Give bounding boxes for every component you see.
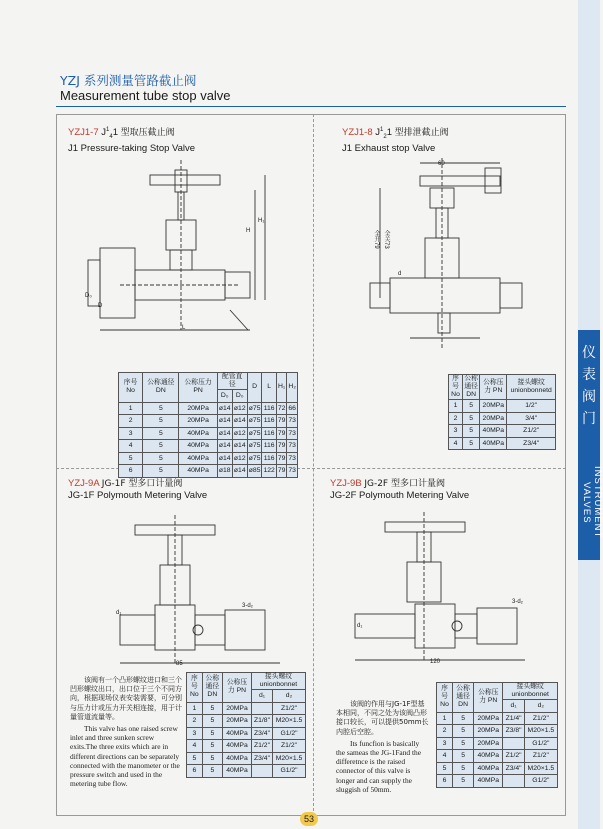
q3-th-d2: d₂ [273,690,306,703]
table-cell: 2 [119,415,143,428]
table-cell: 79 [276,465,287,478]
table-row [119,452,298,465]
table-cell: 5 [143,440,179,453]
side-tab-en: INSTRUMENT VALVES [581,466,603,539]
table-cell: 5 [143,465,179,478]
table-row [119,465,298,478]
table-cell: 20MPa [179,415,217,428]
table-cell: M20×1.5 [524,762,557,775]
side-tab-cn-1: 仪 [582,345,596,361]
table-cell: 5 [463,437,480,450]
table-cell: 79 [276,452,287,465]
table-cell: 40MPa [223,765,252,778]
table-cell: 5 [187,752,203,765]
table-cell: 3 [449,425,463,438]
table-cell: 20MPa [474,737,503,750]
table-cell: 1 [437,712,453,725]
table-cell: M20×1.5 [273,752,306,765]
q3-dim-d1: d₁ [116,610,122,616]
table-cell: 5 [119,452,143,465]
q3-dim-3d2: 3-d₂ [242,603,254,609]
table-cell: 5 [453,750,474,763]
table-row [449,425,556,438]
table-cell: 4 [437,750,453,763]
q2-th-pn: 公称压力 PN [480,375,507,400]
table-cell: ø18 [217,465,232,478]
q2-th-thread: 接头螺纹 unionbonnetd [507,375,556,400]
table-cell: 40MPa [474,775,503,788]
q4-th-thread: 接头螺纹 unionbonnet [503,683,558,700]
q3-spec-table [186,672,306,778]
table-cell: Z1/4" [503,712,524,725]
table-cell: 79 [276,440,287,453]
table-row [437,737,558,750]
table-cell: 40MPa [179,440,217,453]
table-cell: 40MPa [474,762,503,775]
q2-valve-drawing [350,158,550,348]
section-side-tab [578,330,603,560]
table-cell [503,737,524,750]
q4-spec-table [436,682,558,788]
table-cell: 6 [437,775,453,788]
table-cell: M20×1.5 [273,715,306,728]
q1-th-h2: H₂ [287,373,298,403]
table-cell: ø85 [247,465,262,478]
q1-th-d0a: D₀ [217,390,232,403]
table-cell: 122 [262,465,276,478]
table-cell: ø14 [232,440,247,453]
q1-spec-table [118,372,298,478]
table-cell: Z3/4" [251,752,272,765]
table-cell: 2 [187,715,203,728]
q3-dim-85: 85 [176,661,183,667]
table-cell: 73 [287,440,298,453]
table-row [187,765,306,778]
table-cell [503,775,524,788]
table-cell: ø75 [247,440,262,453]
table-cell: 1/2" [507,400,556,413]
table-cell [251,702,272,715]
q4-desc-cn: 该阀的作用与JG-1F型基本相同，不同之处为该阀凸形接口较长，可以提供50mm长内腔后空腔。 [336,700,429,736]
table-cell: Z1/2" [273,702,306,715]
header-rule [56,106,566,107]
q1-dim-d: D [98,303,103,309]
table-cell: 66 [287,402,298,415]
q1-th-l: L [262,373,276,403]
q2-dim-open: 全开79 [373,230,379,249]
table-cell: 40MPa [179,465,217,478]
table-cell: Z1/2" [524,712,557,725]
table-cell: 2 [449,412,463,425]
table-cell: ø75 [247,415,262,428]
table-cell: Z1/2" [524,750,557,763]
table-cell: 5 [202,715,222,728]
table-cell: 5 [437,762,453,775]
table-row [187,727,306,740]
q4-dim-120: 120 [430,659,441,665]
q1-th-d0b: D₀ [232,390,247,403]
table-row [449,437,556,450]
table-row [119,427,298,440]
table-cell: 20MPa [474,712,503,725]
q4-th-no: 序号 No [437,683,453,713]
vertical-divider [313,114,314,816]
table-row [437,750,558,763]
table-cell: 40MPa [223,752,252,765]
table-cell: 5 [463,400,480,413]
table-cell: Z1/2" [503,750,524,763]
table-cell: 4 [119,440,143,453]
table-cell: 6 [187,765,203,778]
table-cell: 79 [276,415,287,428]
q1-th-no: 序号 No [119,373,143,403]
table-row [187,715,306,728]
table-cell: 5 [453,762,474,775]
table-cell: Z3/4" [503,762,524,775]
table-cell: ø14 [217,427,232,440]
table-cell: ø75 [247,402,262,415]
table-row [437,712,558,725]
q1-dim-l: L [182,325,186,331]
table-cell: 5 [202,727,222,740]
q2-dim-d: d [398,271,402,277]
table-cell: 1 [187,702,203,715]
table-row [437,725,558,738]
q3-description [70,676,182,788]
q1-th-h1: H₁ [276,373,287,403]
table-cell: 4 [449,437,463,450]
table-cell: 40MPa [223,740,252,753]
table-cell: 3/4" [507,412,556,425]
q4-title: YZJ-9B JG-2F 型多口计量阀 JG-2F Polymouth Metering Valve [330,478,470,501]
table-cell: 1 [449,400,463,413]
q2-th-dn: 公称通径 DN [464,375,478,398]
table-cell: ø14 [217,440,232,453]
q4-valve-drawing [345,512,545,662]
table-cell: ø14 [217,452,232,465]
table-cell: 116 [262,440,276,453]
table-row [437,762,558,775]
page-number: 53 [300,812,318,826]
table-cell: 5 [453,725,474,738]
q1-dim-d0: D₀ [85,293,92,299]
table-cell: ø12 [232,452,247,465]
table-cell: 5 [463,412,480,425]
q3-desc-cn: 该阀有一个凸形螺纹进口和三个凹形螺纹出口，出口位于三个不同方向，根据现场仪表安装需要，可分别与压力计或压力开关相连接，用于计量管道流量等。 [70,676,182,721]
table-cell: 40MPa [480,437,507,450]
table-cell: 116 [262,415,276,428]
table-cell: 5 [202,702,222,715]
table-cell: 5 [143,452,179,465]
table-cell: 73 [287,415,298,428]
table-row [187,740,306,753]
side-tab-cn-2: 表 [582,367,596,383]
table-cell: 40MPa [474,750,503,763]
table-cell: 5 [453,737,474,750]
table-row [449,400,556,413]
table-cell: 5 [453,775,474,788]
q3-title: YZJ-9A JG-1F 型多口计量阀 JG-1F Polymouth Metering Valve [68,478,208,501]
table-cell: 73 [287,452,298,465]
table-cell: 40MPa [223,727,252,740]
q1-th-pipe: 配管直径 [217,373,247,390]
table-cell: G1/2" [524,737,557,750]
table-cell: 5 [143,402,179,415]
table-cell: ø14 [232,465,247,478]
q1-valve-drawing [80,160,300,360]
table-cell: 20MPa [480,400,507,413]
q1-dim-h1: H₁ [258,218,265,224]
table-cell: 3 [119,427,143,440]
table-cell: 40MPa [179,452,217,465]
table-cell: 5 [143,427,179,440]
table-cell: 2 [437,725,453,738]
table-row [187,752,306,765]
table-cell: 5 [202,765,222,778]
table-cell: ø14 [232,415,247,428]
table-cell: Z1/2" [273,740,306,753]
table-cell: G1/2" [273,727,306,740]
table-cell: 3 [187,727,203,740]
table-cell: 116 [262,452,276,465]
q4-dim-3d2: 3-d₂ [512,599,524,605]
q1-th-dn: 公称通径 DN [143,373,179,403]
table-cell: 73 [287,427,298,440]
table-cell: 20MPa [223,715,252,728]
table-cell: G1/2" [273,765,306,778]
table-cell: 1 [119,402,143,415]
q1-dim-h: H [246,228,251,234]
table-cell: ø75 [247,452,262,465]
table-cell: ø12 [232,427,247,440]
q3-th-thread: 接头螺纹 unionbonnet [251,673,305,690]
q3-th-no: 序号 No [187,673,203,703]
table-cell: 116 [262,427,276,440]
table-cell: 4 [187,740,203,753]
table-cell: 5 [202,752,222,765]
q3-th-dn: 公称通径 DN [202,673,222,703]
table-cell: Z1/2" [507,425,556,438]
table-cell: 73 [287,465,298,478]
q4-th-pn: 公称压力 PN [474,683,503,713]
q3-th-d1: d₁ [251,690,272,703]
table-cell: ø14 [217,415,232,428]
q4-th-d2: d₂ [524,700,557,713]
table-cell: M20×1.5 [524,725,557,738]
side-tab-cn-4: 门 [582,411,596,427]
table-row [119,415,298,428]
table-row [449,412,556,425]
table-cell: 40MPa [179,427,217,440]
table-cell: 40MPa [480,425,507,438]
table-cell: 5 [453,712,474,725]
table-cell: ø12 [232,402,247,415]
table-cell: 79 [276,427,287,440]
table-row [119,402,298,415]
table-cell: G1/2" [524,775,557,788]
q4-description [336,700,430,794]
table-cell: Z3/4" [251,727,272,740]
q4-desc-en: Its funcfion is basically the sameas the JG-1Fand the differetnce is the raised connector of this valve is longer and can supply the sluggish of 50mm. [336,738,421,794]
q1-th-pn: 公称压力 PN [179,373,217,403]
q3-desc-en: This valve has one raised screw inlet and three sunken screw exits.The three exits which are in different directions can be separately connected with the manometer or the pressure switch and used in the metering tube flow. [70,724,180,789]
q2-th-no: 序号 No [449,375,463,400]
q2-spec-table [448,374,556,450]
table-cell: Z1/8" [251,715,272,728]
table-cell: 5 [202,740,222,753]
page-title-en: Measurement tube stop valve [60,88,231,103]
table-row [437,775,558,788]
table-cell: 116 [262,402,276,415]
q4-th-dn: 公称通径 DN [453,683,474,713]
table-cell: 72 [276,402,287,415]
table-cell: ø14 [217,402,232,415]
table-cell: 3 [437,737,453,750]
q2-dim-60: 60 [438,161,445,167]
table-cell: 20MPa [179,402,217,415]
q1-th-d: D [247,373,262,403]
table-cell: Z3/4" [507,437,556,450]
q2-title: YZJ1-8 $J^1_21$ 型排泄截止阀 J1 Exhaust stop Valve [342,127,449,155]
table-cell: Z1/2" [251,740,272,753]
table-cell: 20MPa [223,702,252,715]
page-title-cn: YZJ 系列测量管路截止阀 [60,73,197,88]
table-cell: 5 [143,415,179,428]
q4-th-d1: d₁ [503,700,524,713]
table-cell: Z3/8" [503,725,524,738]
table-cell: 5 [463,425,480,438]
q2-dim-closed: 全关73 [383,230,389,249]
table-cell: ø75 [247,427,262,440]
table-row [119,440,298,453]
table-cell [251,765,272,778]
table-row [187,702,306,715]
q3-th-pn: 公称压力 PN [223,673,252,703]
table-cell: 20MPa [474,725,503,738]
table-cell: 20MPa [480,412,507,425]
side-tab-cn-3: 阀 [582,389,596,405]
q3-valve-drawing [110,515,300,665]
q1-title: YZJ1-7 $J^1_41$ 型取压截止阀 J1 Pressure-taking Stop Valve [68,127,196,155]
table-cell: 6 [119,465,143,478]
q4-dim-d1: d₁ [357,623,363,629]
